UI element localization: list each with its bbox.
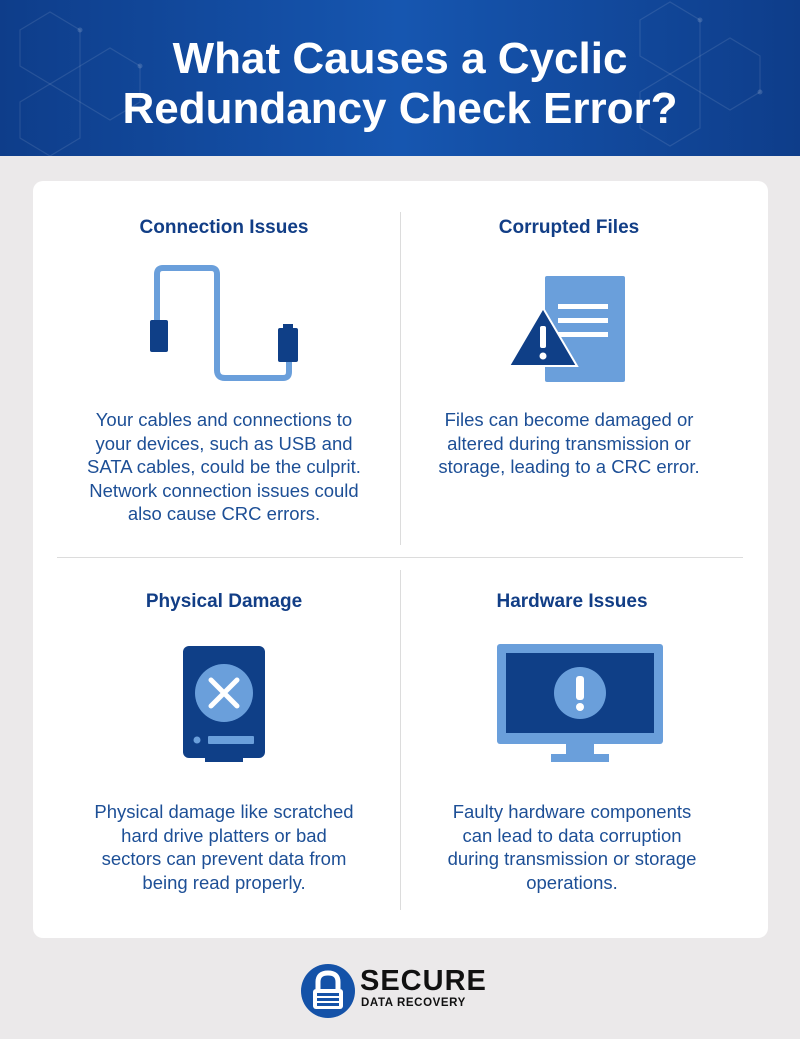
section-heading: Corrupted Files — [498, 217, 640, 238]
section-hardware-issues-body — [408, 800, 736, 894]
body-line: storage, leading to a CRC error. — [438, 456, 700, 477]
section-connection-issues-body — [60, 408, 388, 526]
body-line: Files can become damaged or — [444, 409, 694, 430]
monitor-alert-icon — [495, 642, 665, 766]
title-line-1: What Causes a Cyclic — [172, 34, 628, 83]
body-line: being read properly. — [142, 871, 306, 893]
body-line: Physical damage like scratched — [94, 801, 354, 822]
body-line: altered during transmission or — [447, 432, 691, 454]
body-line: during transmission or storage — [447, 848, 697, 869]
cable-icon — [145, 262, 305, 387]
page-title — [0, 34, 800, 134]
body-line: hard drive platters or bad — [121, 824, 327, 846]
section-heading: Connection Issues — [139, 217, 309, 238]
body-line: can lead to data corruption — [462, 824, 682, 846]
vertical-divider-bottom — [400, 570, 401, 910]
section-corrupted-files-body — [405, 408, 733, 479]
body-line: SATA cables, could be the culprit. — [87, 456, 361, 477]
corrupted-file-warning-icon — [505, 270, 635, 385]
section-heading: Physical Damage — [145, 591, 303, 612]
section-heading: Hardware Issues — [496, 591, 648, 612]
body-line: Network connection issues could — [89, 479, 359, 501]
section-hardware-issues — [408, 590, 736, 614]
body-line: your devices, such as USB and — [95, 432, 353, 454]
section-physical-damage — [60, 590, 388, 614]
title-line-2: Redundancy Check Error? — [122, 84, 678, 133]
section-connection-issues — [60, 216, 388, 240]
body-line: sectors can prevent data from — [101, 848, 347, 869]
vertical-divider-top — [400, 212, 401, 545]
body-line: Your cables and connections to — [95, 409, 353, 430]
body-line: also cause CRC errors. — [127, 503, 321, 524]
secure-data-recovery-logo — [300, 963, 510, 1019]
header-banner — [0, 0, 800, 156]
body-line: Faulty hardware components — [452, 801, 692, 822]
body-line: operations. — [526, 871, 618, 893]
logo-word-data-recovery: DATA RECOVERY — [361, 997, 466, 1009]
damaged-hard-drive-icon — [180, 644, 270, 764]
padlock-icon — [300, 963, 356, 1019]
horizontal-divider — [57, 557, 743, 558]
section-corrupted-files — [405, 216, 733, 240]
section-physical-damage-body — [60, 800, 388, 894]
logo-word-secure: SECURE — [360, 965, 487, 997]
